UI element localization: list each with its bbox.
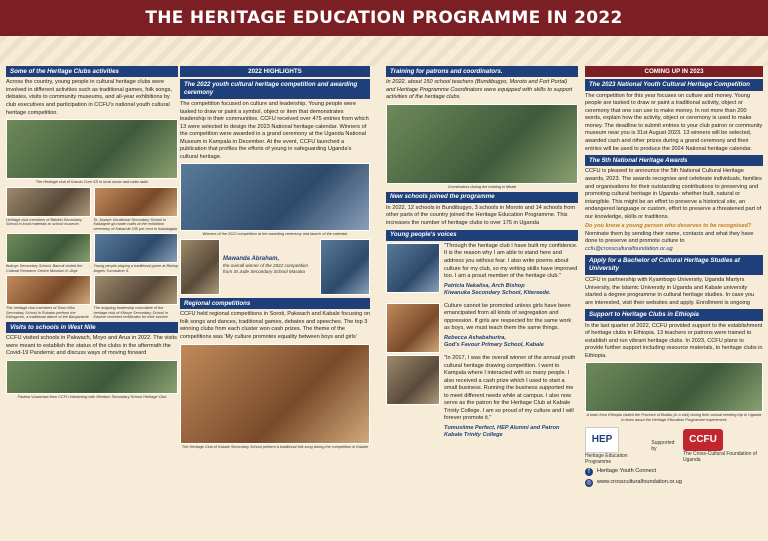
club-photo-e — [6, 275, 91, 305]
hep-logo: HEP — [585, 427, 619, 453]
contact-email[interactable]: ccfu@crossculturalfoundation.or.ug — [585, 245, 673, 252]
photo-grid-row-3 — [6, 275, 178, 322]
ethiopia-photo — [585, 362, 763, 412]
quote-text: Culture cannot be promoted unless girls have been emancipated from all kinds of segregation and oppression. If girls are respected for the same work as boys, we must teach them the same things. — [444, 302, 572, 332]
winner-photo — [320, 239, 370, 295]
ethiopia-header: Support to Heritage Clubs in Ethiopia — [585, 309, 763, 320]
competition-2023-header: The 2023 National Youth Cultural Heritage Competition — [585, 79, 763, 90]
voice-2 — [386, 303, 578, 353]
training-header: Training for patrons and coordinators. — [386, 66, 578, 77]
bachelor-header: Apply for a Bachelor of Cultural Heritage Studies at University — [585, 255, 763, 275]
quote-attribution: Patricia Nakalisa, Arch Bishop Kiwanuka Secondary School, Kitereede. — [444, 282, 551, 297]
club-photo-d — [94, 233, 179, 263]
heritage-activities-header: Some of the Heritage Clubs activities — [6, 66, 178, 77]
photo-caption: St. Joseph Vocational Secondary School in Kabalgwe ga made crafts at the exhibition ceremony of Kabarole 100 per cent in Kabalagala — [93, 217, 177, 231]
supporters — [585, 427, 763, 465]
facebook-icon: f — [585, 468, 593, 476]
photo-caption: The heritage club members of Sooo Mbo Secondary School in Rubabo perform the Ekitaguriro, a traditional dance of the Banyankole — [6, 306, 89, 320]
photo-grid-row-2 — [6, 233, 178, 275]
ccfu-logo: CCFU — [683, 429, 723, 451]
coming-up-section-header: COMING UP IN 2023 — [585, 66, 763, 77]
club-photo-f — [94, 275, 179, 305]
photo-caption: The outgoing leadership committee of the heritage club of Kiboye Secondary School in Kasese received certificates for their service — [93, 306, 169, 320]
website-line[interactable]: ◎ www.crossculturalfoundation.or.ug — [586, 478, 682, 486]
west-nile-visits: CCFU visited schools in Pakwach, Moyo and Arua in 2022. The visits were meant to establish the status of the clubs in the aftermath the Covid-19 Pandemic and discuss ways of moving forward — [6, 335, 177, 357]
photo-caption: Fastina Vuwamwa from CCFU interacting with Weriboo Secondary School Heritage Club — [17, 395, 167, 400]
photo-caption: Winners of the 2022 competition at the awarding ceremony and launch of the calendar — [202, 232, 348, 237]
voices-header: Young people's voices — [386, 230, 578, 241]
photo-caption: Bukoyo Secondary School, Bamuli visited the Cultural Research Centre Museum in Jinja — [6, 264, 83, 273]
overall-winner — [180, 239, 370, 295]
photo-caption: Heritage club members of Bakikki Secondary School in local materials to school museum — [6, 217, 82, 227]
training-photo — [386, 104, 578, 184]
facebook-line[interactable]: f Heritage Youth Connect — [585, 468, 763, 476]
awarding-ceremony-photo — [180, 163, 370, 231]
folk-song-photo — [180, 344, 370, 444]
page-title: THE HERITAGE EDUCATION PROGRAMME IN 2022 — [145, 8, 623, 28]
artwork-photo — [180, 239, 220, 295]
bachelor-text: CCFU in partnership with Kyambogo University, Uganda Martyrs University, the Islamic University in Uganda and Kabale university started a degree programme in cultural heritage studies. In case you are interested, visit their websites and apply. Enrollment is ongoing — [585, 277, 755, 306]
awards-header: The 5th National Heritage Awards — [585, 155, 763, 166]
quote-attribution: Rebecca Ashabahurira, God's Favour Primary School, Kabale — [444, 334, 544, 349]
training-text: In 2022, about 150 school teachers (Bundibugyo, Moroto and Fort Portal) and Heritage Programme Coordinators were equipped with skills to support activities of the heritage clubs. — [386, 79, 573, 101]
speaker-photo — [386, 355, 440, 405]
supported-by-label: Supported by — [651, 439, 675, 452]
photo-grid-row-1 — [6, 187, 178, 234]
quote-attribution: Tumusiime Perfect, HEP Alumni and Patron Kabale Trinity College — [444, 424, 560, 439]
club-photo-a — [6, 187, 91, 217]
decorative-strip — [0, 36, 768, 66]
ccfu-subtitle: The Cross-Cultural Foundation of Uganda — [683, 450, 757, 463]
regional-header: Regional competitions — [180, 298, 370, 309]
club-photo-c — [6, 233, 91, 263]
regional-text: CCFU held regional competitions in Soroti, Pakwach and Kabale focusing on folk songs and dances, traditional games, debates and speeches. The top 3 winning clubs from each cluster won cash prizes. The theme of the competitions was 'My culture promotes equality between boys and girls' — [180, 311, 370, 340]
competition-header: The 2022 youth cultural heritage competition and awarding ceremony — [180, 79, 370, 99]
column-2 — [180, 66, 370, 451]
awards-text: CCFU is pleased to announce the 5th National Cultural Heritage awards, 2023. The awards recognise and celebrate individuals, families and organisations for their outstanding contributions to preserving and promoting cultural heritage in Uganda- whether built, natural or intangible. This might be an effort to preserve a historical site, an endangered language or custom, effort to preserve a threatened part of our knowledge, skills or traditions. — [585, 168, 762, 220]
new-schools-header: New schools joined the programme — [386, 192, 578, 203]
voice-1 — [386, 243, 578, 301]
highlights-section-header: 2022 HIGHLIGHTS — [180, 66, 370, 77]
quote-text: "Through the heritage club I have built my confidence. It is the reason why I am able to stand here and address you without fear. I also write poems about culture for my club, so my writing skills have improved too. I am a proud member of the heritage club." — [444, 242, 578, 280]
west-nile-photo — [6, 360, 178, 394]
west-nile-header: Visits to schools in West Nile — [6, 322, 178, 333]
competition-2023-text: The competition for this year focuses on culture and money. Young people are tasked to draw or paint a traditional activity, object or ceremony that one can use to make money. In not more than 200 words, explain how the activity, object or ceremony is used to make money. The deadline to submit entries to your club patron or community museum near you is 31st August 2023. 13 winners will be selected, awarded cash and other prizes during a grand ceremony and their entries will be used to produce the 2024 National heritage calendar. — [585, 92, 763, 152]
competition-text: The competition focused on culture and leadership. Young people were tasked to draw or paint a symbol, object or item that demonstrates leadership in their communities. CCFU received over 475 entries from which 13 were selected to design the 2023 National heritage calendar. Winners of the competition were awarded in a grand ceremony at the Uganda National Museum in Kampala in December. At the event, CCFU launched a publication that profiles the efforts of young in safeguarding Uganda's cultural heritage. — [180, 101, 369, 160]
speaker-photo — [386, 243, 440, 293]
column-4 — [585, 66, 763, 487]
winner-role: the overall winner of the 2022 competition from St Jude Secondary School Masaka — [223, 263, 309, 275]
column-1 — [6, 66, 178, 402]
photo-caption: The Heritage Club of Kabale Secondary School perform a traditional folk song during the competition in Kabale — [181, 444, 369, 449]
globe-icon: ◎ — [586, 479, 592, 486]
hep-subtitle: Heritage Education Programme — [585, 452, 628, 465]
column-3 — [386, 66, 578, 445]
ethiopia-text: In the last quarter of 2022, CCFU provided support to the establishment of heritage clubs in Ethiopia. 13 teachers or patrons were trained to establish and run vibrant heritage clubs. In 2023, CCFU plans to provide further support including resource materials, to heritage clubs in Ethiopia. — [585, 322, 763, 359]
quote-text: "In 2017, I was the overall winner of the annual youth cultural heritage drawing competition. I went to Kampala where I interacted with so many people. I also received a cash prize which I used to start a small business. Running the business supported me to meet different needs while at campus. I also now serve as the patron for the Heritage Club at Kabale Trinity College. I am so proud of my culture and I will forever promote it." — [444, 355, 576, 422]
photo-caption: A team from Ethiopia visited the Province of Buddu (in a visit) during their annual meeting trip to Uganda to learn about the Heritage Education Programme experiences — [586, 413, 762, 423]
winner-name: Mawanda Abraham, — [223, 256, 280, 262]
photo-caption: The Heritage club of Kasolo Core SS in local music and radio radio — [35, 180, 149, 185]
activities-intro: Across the country, young people in cultural heritage clubs were involved in different activities such as traditional games, folk songs, debates, visits to community museums, and all-year exhibitions by club executives and participation in CCFU's national youth cultural heritage competition. — [6, 79, 172, 116]
new-schools-text: In 2022, 12 schools in Bundibugyo, 3 schools in Moroto and 14 schools from other parts of the country joined the Heritage Education Programme. This increases the number of heritage clubs to over 175 in Uganda — [386, 204, 576, 226]
photo-caption: Coordinators during the training in Mbale — [447, 185, 517, 189]
voice-3 — [386, 355, 578, 443]
title-banner — [0, 0, 768, 36]
club-photo-b — [94, 187, 179, 217]
speaker-photo — [386, 303, 440, 353]
heritage-club-photo — [6, 119, 178, 179]
photo-caption: Young people playing a traditional game at Bishop Angelo Tumusiime S. — [93, 264, 178, 273]
nomination-callout: Do you know a young person who deserves to be recognised? Nominate them by sending their name, contacts and what they have done to preserve and promote culture to ccfu@crossculturalfoundation.or.ug — [585, 223, 754, 252]
